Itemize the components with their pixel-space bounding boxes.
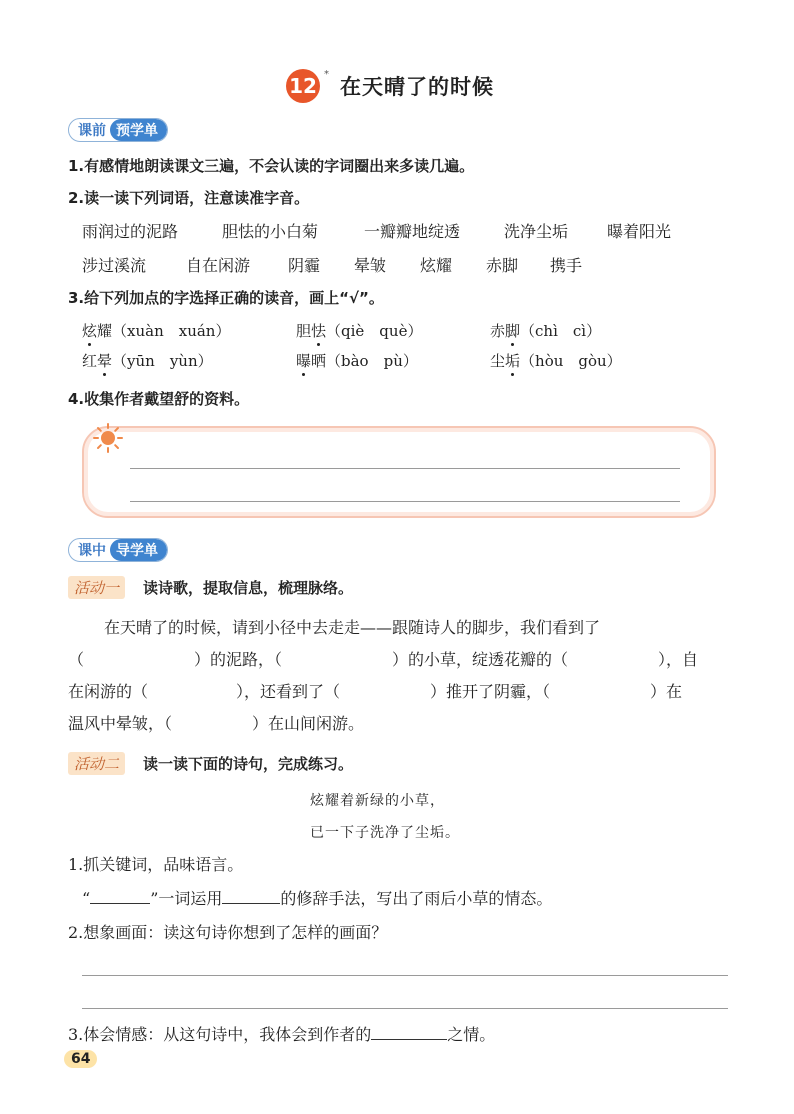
activity-1-title: 读诗歌，提取信息，梳理脉络。: [143, 579, 354, 597]
activity-1-line-4: 温风中晕皱，（ ）在山间闲游。: [68, 714, 365, 733]
title-star: *: [324, 69, 329, 80]
activity-2-title: 读一读下面的诗句，完成练习。: [143, 755, 354, 773]
section-badge-mid: [68, 538, 168, 562]
lesson-number-badge: 12: [286, 69, 320, 103]
section-pre-part1: 课前: [78, 123, 106, 139]
word-7: 阴霾: [288, 256, 321, 275]
word-6: 自在闲游: [186, 256, 251, 275]
dotted-char: 垢: [505, 352, 521, 370]
section-mid-part2: 导学单: [110, 539, 167, 561]
fill-blank[interactable]: [90, 903, 150, 904]
poem-line-2: 已一下子洗净了尘垢。: [310, 825, 460, 841]
activity-2-sub-1-line: “ ”一词运用 的修辞手法，写出了雨后小草的情态。: [82, 889, 553, 908]
word-4: 曝着阳光: [607, 222, 672, 241]
dotted-char: 炫: [82, 322, 98, 340]
dotted-char: 脚: [505, 322, 521, 340]
section-mid-part1: 课中: [78, 543, 106, 559]
word-8: 晕皱: [354, 256, 387, 275]
pinyin-item-3: 红晕（yūn yùn）: [82, 352, 213, 370]
word-10: 赤脚: [486, 256, 519, 275]
question-2: 2.读一读下列词语，注意读准字音。: [68, 189, 310, 207]
answer-line[interactable]: [82, 1008, 728, 1009]
dotted-char: 晕: [97, 352, 113, 370]
pinyin-item-2: 赤脚（chì cì）: [490, 322, 602, 340]
pinyin-item-5: 尘垢（hòu gòu）: [490, 352, 622, 370]
word-1: 胆怯的小白菊: [222, 222, 319, 241]
section-pre-part2: 预学单: [110, 119, 167, 141]
activity-2-sub-1: 1.抓关键词，品味语言。: [68, 855, 244, 874]
page-title: 在天晴了的时候: [340, 75, 494, 99]
writing-line: [130, 468, 680, 469]
question-4: 4.收集作者戴望舒的资料。: [68, 390, 250, 408]
activity-1-tag: 活动一: [68, 576, 125, 599]
poem-line-1: 炫耀着新绿的小草，: [310, 793, 445, 809]
pinyin-item-0: 炫耀（xuàn xuán）: [82, 322, 231, 340]
pinyin-item-1: 胆怯（qiè què）: [296, 322, 423, 340]
answer-box[interactable]: [82, 426, 716, 518]
activity-2-tag: 活动二: [68, 752, 125, 775]
fill-blank[interactable]: [222, 903, 280, 904]
word-9: 炫耀: [420, 256, 453, 275]
word-2: 一瓣瓣地绽透: [364, 222, 461, 241]
question-3: 3.给下列加点的字选择正确的读音，画上“√”。: [68, 289, 384, 307]
pinyin-item-4: 曝晒（bào pù）: [296, 352, 418, 370]
dotted-char: 曝: [296, 352, 312, 370]
word-3: 洗净尘垢: [504, 222, 569, 241]
answer-line[interactable]: [82, 975, 728, 976]
question-1: 1.有感情地朗读课文三遍，不会认读的字词圈出来多读几遍。: [68, 157, 475, 175]
word-5: 涉过溪流: [82, 256, 147, 275]
word-11: 携手: [550, 256, 583, 275]
word-0: 雨润过的泥路: [82, 222, 179, 241]
fill-blank[interactable]: [371, 1039, 447, 1040]
dotted-char: 怯: [311, 322, 327, 340]
section-badge-pre: [68, 118, 168, 142]
writing-line: [130, 501, 680, 502]
activity-1-line-3: 在闲游的（ ），还看到了（ ）推开了阴霾，（ ）在: [68, 682, 683, 701]
page-number: 64: [64, 1050, 97, 1068]
activity-2-sub-2: 2.想象画面：读这句诗你想到了怎样的画面？: [68, 923, 388, 942]
activity-2-sub-3: 3.体会情感：从这句诗中，我体会到作者的 之情。: [68, 1025, 496, 1044]
sun-icon: [92, 422, 124, 454]
activity-1-line-2: （ ）的泥路，（ ）的小草，绽透花瓣的（ ），自: [68, 650, 699, 669]
activity-1-line-1: 在天晴了的时候，请到小径中去走走——跟随诗人的脚步，我们看到了: [104, 618, 601, 637]
